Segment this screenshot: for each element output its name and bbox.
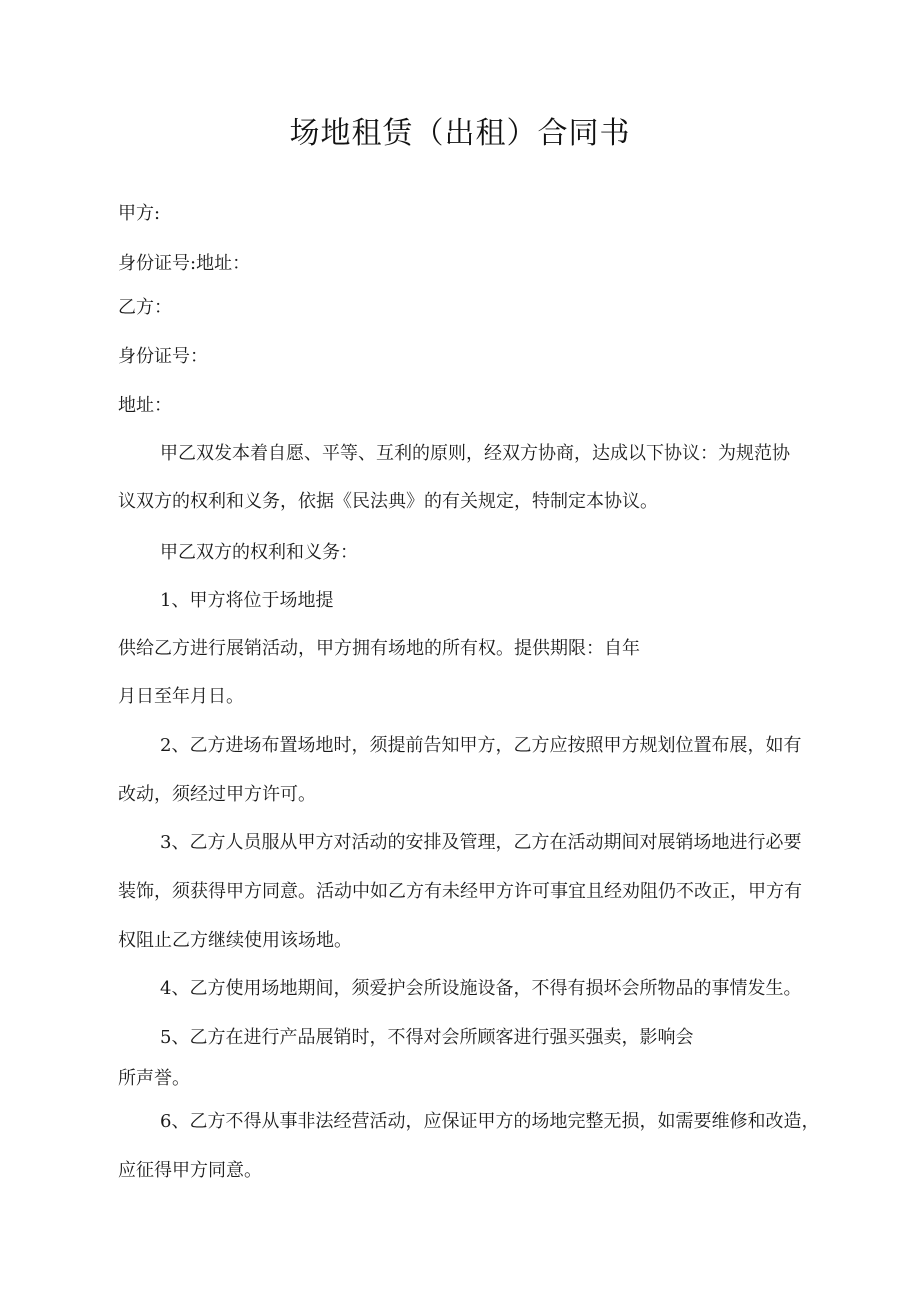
party-b-address: 地址：	[118, 395, 172, 416]
preamble-line-2: 议双方的权利和义务，依据《民法典》的有关规定，特制定本协议。	[118, 491, 658, 512]
clause-2-line-1: 2、乙方进场布置场地时，须提前告知甲方，乙方应按照甲方规划位置布展，如有	[160, 735, 802, 756]
clause-1-line-1: 1、甲方将位于场地提	[160, 590, 334, 611]
preamble-line-1: 甲乙双发本着自愿、平等、互利的原则，经双方协商，达成以下协议：为规范协	[160, 443, 790, 464]
clause-3-line-1: 3、乙方人员服从甲方对活动的安排及管理，乙方在活动期间对展销场地进行必要	[160, 832, 802, 853]
clause-5-line-1: 5、乙方在进行产品展销时，不得对会所顾客进行强买强卖，影响会	[160, 1027, 694, 1048]
clause-1-line-2: 供给乙方进行展销活动，甲方拥有场地的所有权。提供期限：自年	[118, 638, 640, 659]
clause-5-line-2: 所声誉。	[118, 1068, 190, 1089]
clause-4-line-1: 4、乙方使用场地期间，须爱护会所设施设备，不得有损坏会所物品的事情发生。	[160, 978, 802, 999]
party-b-label: 乙方：	[118, 297, 172, 318]
document-title: 场地租赁（出租）合同书	[289, 116, 631, 151]
clause-3-line-2: 装饰，须获得甲方同意。活动中如乙方有未经甲方许可事宜且经劝阻仍不改正，甲方有	[118, 881, 802, 902]
clause-2-line-2: 改动，须经过甲方许可。	[118, 784, 316, 805]
clause-1-line-3: 月日至年月日。	[118, 686, 244, 707]
rights-heading: 甲乙双方的权利和义务：	[160, 542, 358, 563]
clause-6-line-2: 应征得甲方同意。	[118, 1160, 262, 1181]
party-a-label: 甲方:	[118, 203, 161, 224]
party-a-id-address: 身份证号:地址：	[118, 253, 251, 274]
clause-3-line-3: 权阻止乙方继续使用该场地。	[118, 930, 352, 951]
clause-6-line-1: 6、乙方不得从事非法经营活动，应保证甲方的场地完整无损，如需要维修和改造，	[160, 1111, 820, 1132]
party-b-id: 身份证号：	[118, 346, 208, 367]
